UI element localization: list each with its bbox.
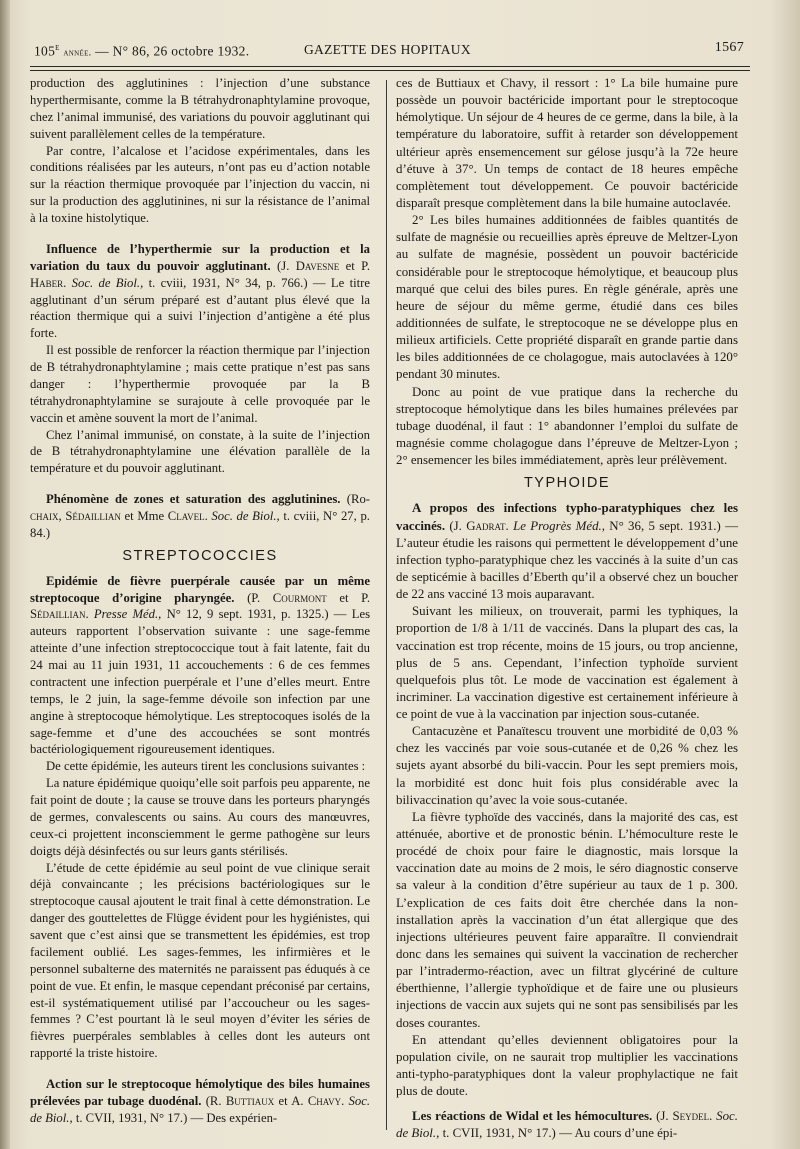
- article-title: Les réactions de Widal et les hémocultures.: [412, 1109, 653, 1124]
- paragraph: Donc au point de vue pratique dans la recherche du streptocoque hémolytique dans les biles humaines prélevées par tubage duodénal, il faut : 1° abandonner l’emploi du sulfate de magnésie comme cholagogue dans l’épreuve de Meltzer-Lyon ; 2° ensemencer les biles immédiatement, après leur prélèvement.: [396, 384, 738, 468]
- page-edge-shadow: [0, 0, 10, 1149]
- article-action-streptocoque: Action sur le streptocoque hémolytique des biles humaines prélevées par tubage duodénal. (R. Buttiaux et A. Chavy. Soc. de Biol., t. CVII, 1931, N° 17.) — Des expérien-: [30, 1077, 371, 1125]
- header-rule-thin: [30, 70, 750, 71]
- article-title: Influence de l’hyperthermie sur la production et la variation du taux du pouvoir agglutinant.: [30, 241, 370, 273]
- article-title: A propos des infections typho-paratyphiques chez les vaccinés.: [396, 501, 738, 533]
- paragraph: Suivant les milieux, on trouverait, parmi les typhiques, la proportion de 1/8 à 1/11 de vaccinés. Dans la plupart des cas, la vaccination est trop récente, moins de 15 jours, ou trop ancienne, plus de 5 ans. Cependant, l’infection typhoïde survient quelquefois plus tôt. Le mode de vaccination est également à incriminer. La vaccination digestive est certainement inférieure à ce point de vue à la vaccination par injection sous-cutanée.: [396, 604, 738, 722]
- column-divider: [386, 80, 387, 1130]
- section-heading-typhoide: TYPHOIDE: [523, 475, 611, 492]
- header-journal-title: GAZETTE DES HOPITAUX: [304, 42, 471, 57]
- paragraph: Par contre, l’alcalose et l’acidose expérimentales, dans les conditions réalisées par les auteurs, n’ont pas eu d’action notable sur la réaction thermique provoquée par l’injection du vaccin, ni sur la production des agglutinines, ni sur la résistance de l’animal à la toxine histolytique.: [30, 143, 370, 225]
- paragraph: L’étude de cette épidémie au seul point de vue clinique serait déjà convaincante ; les précisions bactériologiques sur le streptocoque causal ajoutent le trait final à cette démonstration. Le danger des gouttelettes de Flügge évident pour les hygiénistes, qui savent que c’est ainsi que se transmettent les épidémies, est trop facilement oublié. Les sages-femmes, les infirmières et le personnel subalterne des maternités ne paraissent pas éduqués à ce point de vue. Et enfin, le masque cependant préconisé par certains, est-il systématiquement utilisé par l’accoucheur ou les sages-femmes ? C’est pourtant là le seul moyen d’éviter les séries de fièvres puerpérales semblables à celles dont les auteurs ont rapporté la triste histoire.: [30, 860, 370, 1061]
- article-title: Phénomène de zones et saturation des agglutinines.: [46, 492, 341, 507]
- paragraph: Chez l’animal immunisé, on constate, à la suite de l’injection de B tétrahydronaphtylamine une élévation parallèle de la température et du pouvoir agglutinant.: [30, 427, 370, 476]
- header-volume: 105e année. — N° 86, 26 octobre 1932.: [34, 42, 250, 59]
- article-title: Action sur le streptocoque hémolytique des biles humaines prélevées par tubage duodénal.: [30, 1077, 370, 1108]
- paragraph: La fièvre typhoïde des vaccinés, dans la majorité des cas, est atténuée, abortive et de pronostic bénin. L’hémoculture reste le procédé de choix pour faire le diagnostic, mais lorsque la vaccination date au moins de 2 mois, le séro diagnostic conserve sa valeur à la condition d’être supérieur au taux de 1 p. 300. L’explication de ces faits doit être cherchée dans la non-installation après la vaccination d’un état allergique que des injections ultérieures peuvent faire apparaître. Il conviendrait donc dans les semaines qui suivent la vaccination de rechercher par l’intradermo-réaction, avec un filtrat glycériné de culture éberthienne, l’allergie typhoïdique et de faire une ou plusieurs injections de vaccin aux sujets qui ne sont pas sensibilisés par les doses courantes.: [396, 809, 738, 1030]
- right-column: [396, 75, 738, 1143]
- paragraph: De cette épidémie, les auteurs tirent les conclusions suivantes :: [46, 759, 366, 774]
- paragraph: Il est possible de renforcer la réaction thermique par l’injection de B tétrahydronaphtylamine ; mais cette pratique n’est pas sans danger : l’hyperthermie provoquée par la B tétrahydronaphtylamine se surajoute à celle provoquée par le vaccin et amène souvent la mort de l’animal.: [30, 343, 370, 425]
- article-phenomene-zones: Phénomène de zones et saturation des agglutinines. (Ro-chaix, Sédaillian et Mme Clavel. Soc. de Biol., t. cviii, N° 27, p. 84.): [30, 492, 371, 540]
- paragraph: production des agglutinines : l’injection d’une substance hyperthermisante, comme la B tétrahydronaphtylamine provoque, chez l’animal immunisé, des variations du pouvoir agglutinant qui suivent parallèlement celles de la température.: [30, 76, 370, 141]
- paragraph: ces de Buttiaux et Chavy, il ressort : 1° La bile humaine pure possède un pouvoir bactéricide important pour le streptocoque hémolytique. Un séjour de 4 heures de ce germe, dans la bile, à la température du laboratoire, suffit à retarder son développement ultérieur après ensemencement sur gélose jusqu’à la 72e heure d’étuve à 37°. Un temps de contact de 18 heures empêche complètement tout développement. Ce pouvoir bactéricide disparaît presque complètement dans la bile humaine autoclavée.: [396, 76, 738, 210]
- article-infections-typho: A propos des infections typho-paratyphiques chez les vaccinés. (J. Gadrat. Le Progrès Méd., N° 36, 5 sept. 1931.) — L’auteur étudie les raisons qui permettent le développement d’une infection typho-paratyphique chez les vaccinés à la suite d’un cas de septicémie à bacilles d’Eberth qu’il a observé chez un boucher de 22 ans vacciné 13 mois auparavant.: [396, 501, 738, 602]
- left-column: [30, 75, 370, 1127]
- section-heading-streptococcies: STREPTOCOCCIES: [122, 547, 278, 564]
- paragraph: La nature épidémique quoiqu’elle soit parfois peu apparente, ne fait point de doute ; la cause se trouve dans les porteurs pharyngés de germes, convalescents ou sains. Au cours des manœuvres, ceux-ci projettent inconsciemment le germe pathogène sur leurs doigts déjà désinfectés ou sur leurs gants stérilisés.: [30, 776, 370, 858]
- paragraph: Cantacuzène et Panaïtescu trouvent une morbidité de 0,03 % chez les vaccinés par voie sous-cutanée et de 0,26 % chez les sujets ayant absorbé du bili-vaccin. Pour les sept premiers mois, la morbidité est donc huit fois plus considérable avec la bilivaccination qu’avec la voie sous-cutanée.: [396, 724, 738, 807]
- page-header: [34, 40, 744, 62]
- header-page-number: 1567: [714, 40, 744, 55]
- article-influence-hyperthermie: Influence de l’hyperthermie sur la production et la variation du taux du pouvoir agglutinant. (J. Davesne et P. Haber. Soc. de Biol., t. cviii, 1931, N° 34, p. 766.) — Le titre agglutinant d’un sérum préparé est d’autant plus élevé que la réaction thermique qui a suivi l’injection d’antigène a été plus forte.: [30, 241, 371, 341]
- paragraph: En attendant qu’elles deviennent obligatoires pour la population civile, on ne saurait trop multiplier les vaccinations anti-typho-paratyphiques dont la valeur prophylactique ne fait plus de doute.: [396, 1032, 738, 1099]
- article-reactions-widal: Les réactions de Widal et les hémocultures. (J. Seydel. Soc. de Biol., t. CVII, 1931, N° 17.) — Au cours d’une épi-: [396, 1109, 738, 1141]
- article-title: Epidémie de fièvre puerpérale causée par un même streptocoque d’origine pharyngée.: [30, 573, 370, 605]
- paragraph: 2° Les biles humaines additionnées de faibles quantités de sulfate de magnésie ou recueillies après épreuve de Meltzer-Lyon au sulfate de magnésie, possèdent un pouvoir bactéricide considérable pour le streptocoque hémolytique, et beaucoup plus marqué que celui des biles pures. En règle générale, après une heure de séjour du même germe, étudié dans ces biles additionnées de sulfate, le streptocoque ne se développe plus en milieux artificiels. Cette propriété disparaît en grande partie dans les biles additionnées de ce cholagogue, mais autoclavées à 120° pendant 30 minutes.: [396, 213, 738, 382]
- article-epidemie-fievre: Epidémie de fièvre puerpérale causée par un même streptocoque d’origine pharyngée. (P. Courmont et P. Sédaillian. Presse Méd., N° 12, 9 sept. 1931, p. 1325.) — Les auteurs rapportent l’observation suivante : une sage-femme atteinte d’une infection streptococcique tout à fait latente, fait du 24 mai au 11 juin 1931, 11 accouchements : 6 de ces femmes contractent une infection puerpérale et l’une d’elles meurt. Entre temps, le 2 juin, la sage-femme dévoile son infection par une angine à streptocoque hémolytique. Les streptocoques isolés de la sage-femme et d’une des accouchées se sont montrés bactériologiquement rigoureusement identiques.: [30, 573, 371, 757]
- header-rule: [30, 66, 750, 67]
